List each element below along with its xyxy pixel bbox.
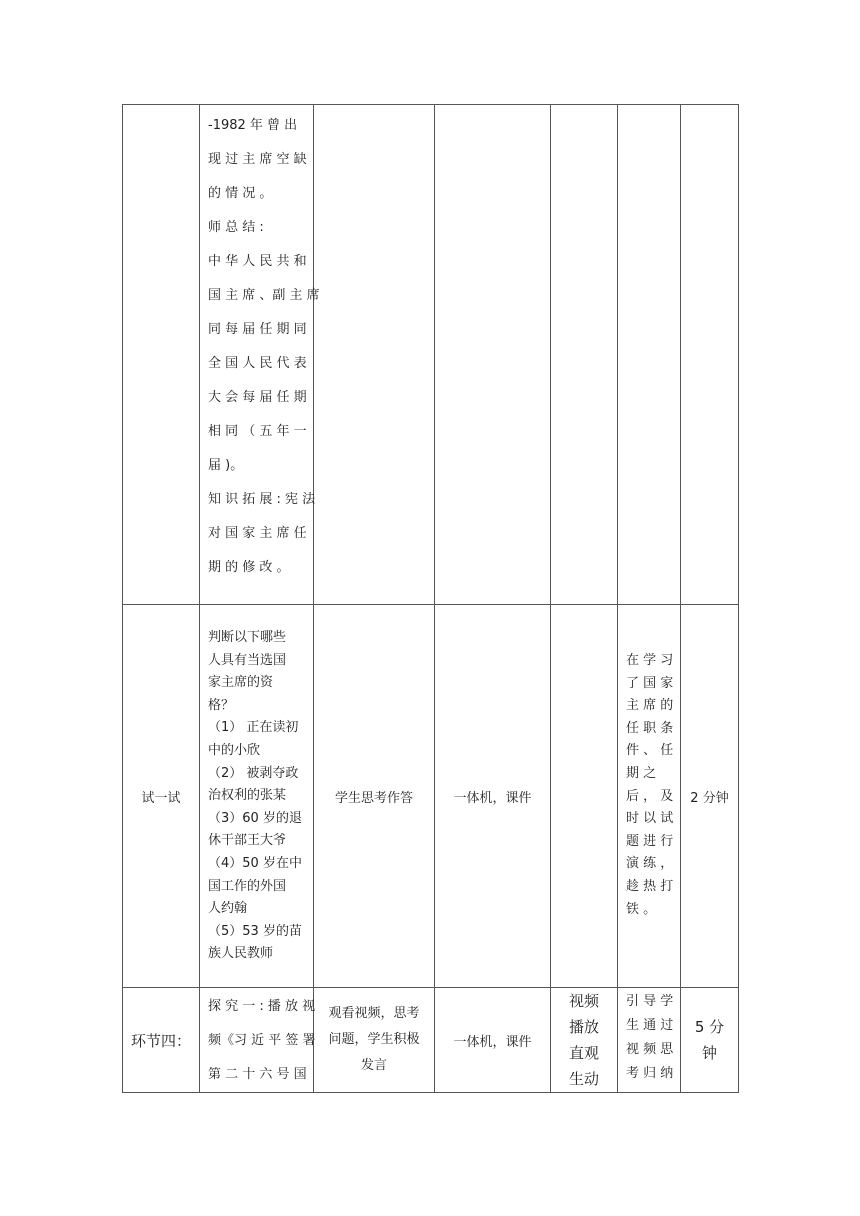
content-line: 对 国 家 主 席 任 — [208, 526, 307, 541]
intent-line: 主 席 的 — [626, 698, 674, 714]
method-line: 直观 — [568, 1044, 599, 1062]
content-line: 的 情 况 。 — [208, 186, 273, 201]
content-line: 中 华 人 民 共 和 — [208, 254, 307, 269]
stage-cell: 环节四： — [123, 988, 200, 1093]
content-line: 人具有当选国 — [208, 652, 287, 668]
media-cell: 一体机，课件 — [435, 988, 551, 1093]
content-line: （3）60 岁的退 — [208, 810, 302, 826]
time-cell: 2 分钟 — [681, 605, 739, 988]
table-row — [123, 605, 739, 988]
method-line: 视频 — [568, 992, 599, 1010]
intent-line: 视 频 思 — [626, 1042, 674, 1057]
intent-cell — [618, 988, 681, 1093]
stage-cell: 试一试 — [123, 605, 200, 988]
intent-cell — [618, 105, 681, 605]
student-cell — [314, 988, 435, 1093]
media-cell — [435, 105, 551, 605]
content-line: 同 每 届 任 期 同 — [208, 322, 307, 337]
intent-line: 考 归 纳 — [626, 1066, 674, 1081]
time-cell — [681, 988, 739, 1093]
media-cell: 一体机，课件 — [435, 605, 551, 988]
content-line: 相 同 （ 五 年 一 — [208, 424, 307, 439]
method-line: 生动 — [568, 1070, 599, 1088]
content-line: 中的小欣 — [208, 742, 261, 758]
content-line: 全 国 人 民 代 表 — [208, 356, 307, 371]
method-line: 播放 — [568, 1018, 599, 1036]
content-line: 休干部王大爷 — [208, 833, 287, 849]
time-line: 钟 — [701, 1044, 717, 1062]
stage-cell — [123, 105, 200, 605]
intent-line: 期 之 — [626, 765, 657, 781]
intent-lines — [618, 605, 680, 921]
intent-line: 时 以 试 — [626, 811, 674, 827]
content-line: 族人民教师 — [208, 946, 274, 962]
intent-line: 生 通 过 — [626, 1018, 674, 1033]
content-line: 探 究 一 : 播 放 视 — [208, 999, 316, 1014]
content-line: （4）50 岁在中 — [208, 855, 302, 871]
intent-line: 演 练 ， — [626, 856, 674, 872]
intent-line: 后 ， 及 — [626, 788, 674, 804]
method-cell — [551, 988, 618, 1093]
content-line: 期 的 修 改 。 — [208, 560, 290, 575]
method-cell — [551, 605, 618, 988]
content-cell — [200, 988, 314, 1093]
intent-cell — [618, 605, 681, 988]
content-line: -1982 年 曾 出 — [208, 118, 298, 133]
content-lines — [200, 988, 316, 1092]
intent-line: 铁 。 — [626, 901, 657, 917]
content-line: 大 会 每 届 任 期 — [208, 390, 307, 405]
content-lines — [200, 605, 313, 966]
intent-line: 任 职 条 — [626, 720, 674, 736]
content-line: 国 主 席 、副 主 席 — [208, 288, 320, 303]
content-line: 人约翰 — [208, 901, 248, 917]
content-line: 知 识 拓 展 : 宪 法 — [208, 492, 316, 507]
intent-line: 在 学 习 — [626, 653, 674, 668]
content-line: （2） 被剥夺政 — [208, 765, 299, 781]
content-line: 频《习 近 平 签 署 — [208, 1033, 316, 1048]
content-lines — [200, 105, 320, 585]
intent-line: 件 、 任 — [626, 743, 674, 759]
intent-lines — [618, 988, 680, 1086]
student-cell — [314, 105, 435, 605]
method-cell — [551, 105, 618, 605]
content-line: （5）53 岁的苗 — [208, 923, 302, 939]
content-line: 现 过 主 席 空 缺 — [208, 152, 307, 167]
content-line: 国工作的外国 — [208, 878, 287, 894]
content-line: 家主席的资 — [208, 675, 274, 691]
table-row — [123, 988, 739, 1093]
student-line: 发言 — [360, 1058, 387, 1073]
intent-line: 引 导 学 — [626, 994, 674, 1009]
intent-line: 了 国 家 — [626, 675, 674, 691]
intent-line: 题 进 行 — [626, 833, 674, 849]
content-line: 格？ — [208, 697, 235, 713]
content-line: （1） 正在读初 — [208, 720, 299, 736]
content-line: 届 )。 — [208, 458, 244, 473]
student-cell: 学生思考作答 — [314, 605, 435, 988]
content-line: 师 总 结 : — [208, 220, 264, 235]
time-line: 5 分 — [694, 1018, 725, 1036]
content-cell — [200, 105, 320, 605]
content-line: 第 二 十 六 号 国 — [208, 1067, 307, 1082]
lesson-plan-table — [122, 104, 739, 1093]
time-cell — [681, 105, 739, 605]
student-line: 观看视频，思考 — [328, 1006, 420, 1021]
content-cell — [200, 605, 314, 988]
table-row — [123, 105, 739, 605]
content-line: 治权利的张某 — [208, 788, 287, 804]
intent-line: 趁 热 打 — [626, 878, 674, 894]
student-line: 问题，学生积极 — [328, 1032, 420, 1047]
content-line: 判断以下哪些 — [208, 630, 287, 645]
